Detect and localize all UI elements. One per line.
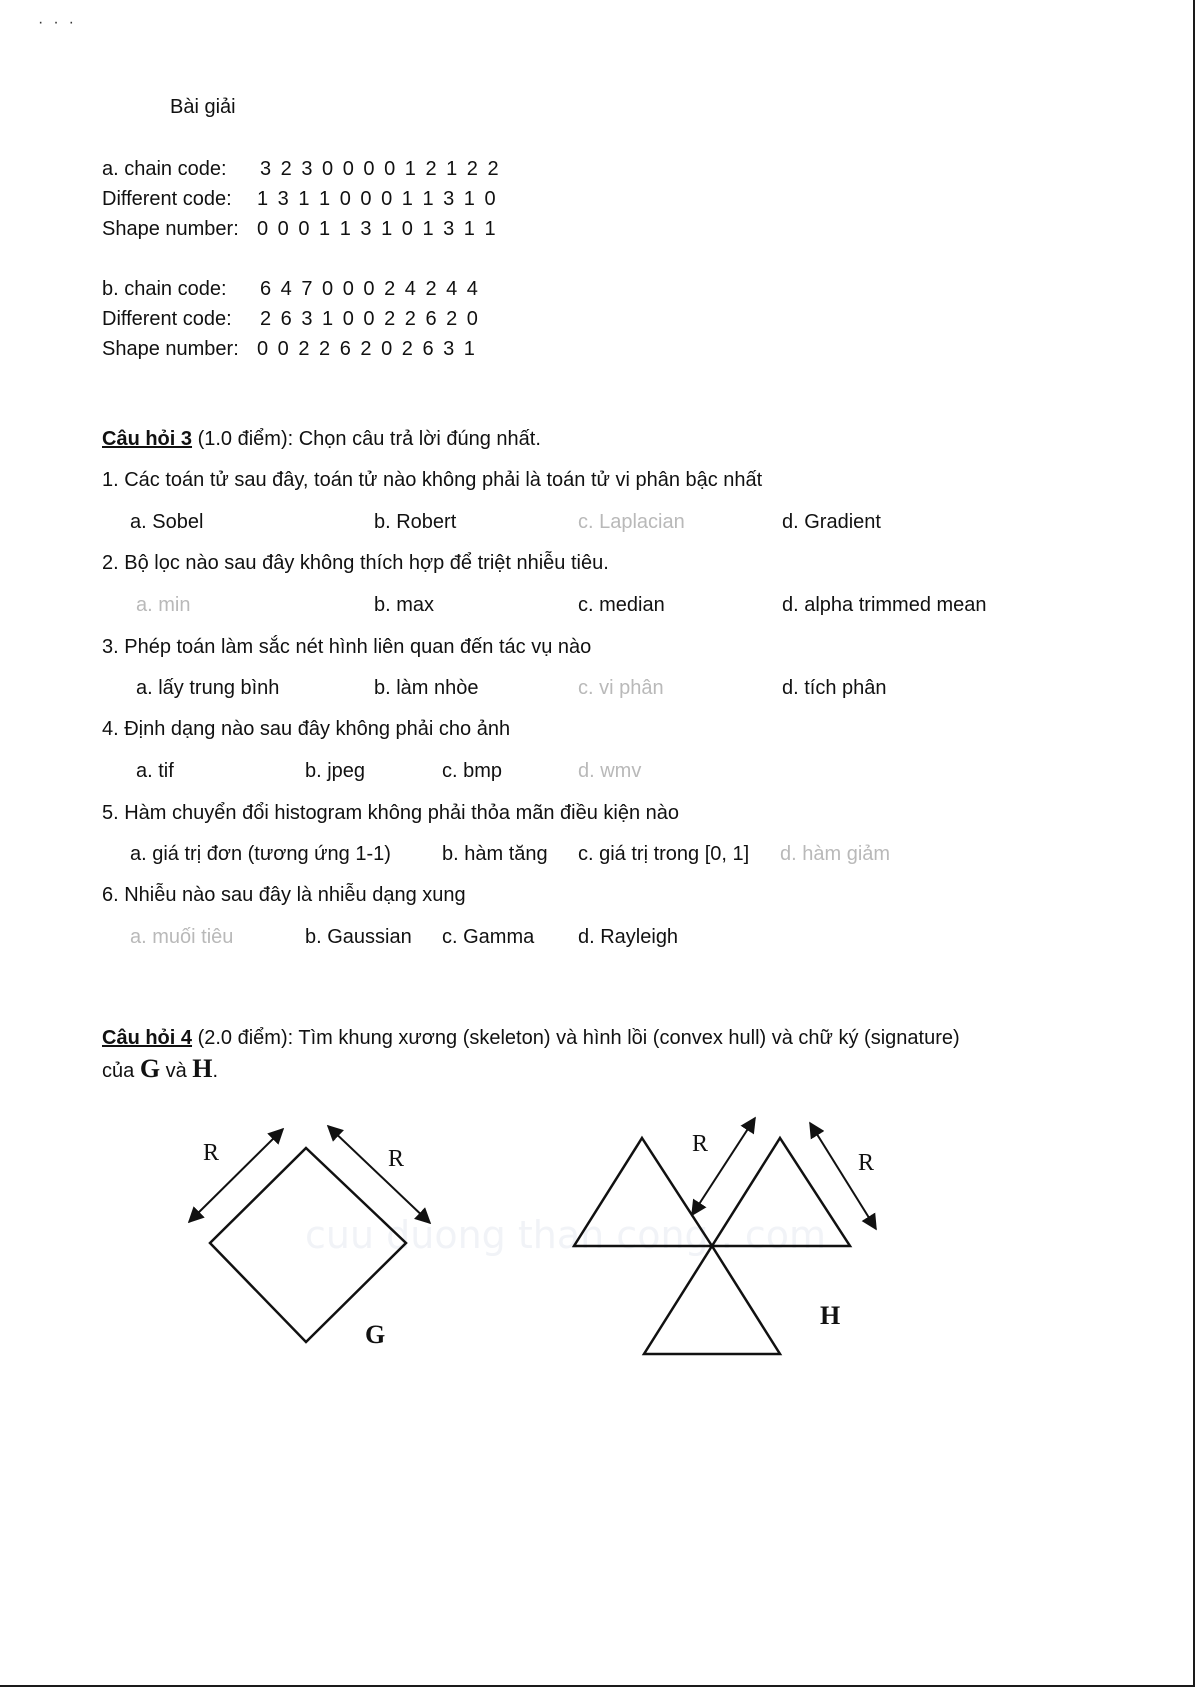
scan-marks: ··· xyxy=(38,14,84,31)
part-a-difference-row xyxy=(102,186,498,212)
q3-item-6-question: 6. Nhiễu nào sau đây là nhiễu dạng xung xyxy=(102,884,466,906)
part-b-chain-code-row xyxy=(102,276,480,302)
shape-g-r-label-left: R xyxy=(203,1140,220,1166)
q3-item-6-option-c: c. Gamma xyxy=(442,926,535,948)
part-a-diff-value: 1 3 1 1 0 0 0 1 1 3 1 0 xyxy=(257,188,498,210)
q3-item-2-option-a: a. min xyxy=(136,594,191,616)
question-3-title xyxy=(102,426,541,452)
shape-h-r-label-middle: R xyxy=(692,1131,709,1157)
question-3-instruction: (1.0 điểm): Chọn câu trả lời đúng nhất. xyxy=(192,428,541,450)
part-b-shape-row xyxy=(102,336,477,362)
question-4-and: và xyxy=(160,1060,193,1082)
q3-item-2-option-d: d. alpha trimmed mean xyxy=(782,594,987,616)
question-4-instruction: (2.0 điểm): Tìm khung xương (skeleton) và hình lồi (convex hull) và chữ ký (signature) xyxy=(192,1027,960,1049)
q3-item-3-option-c: c. vi phân xyxy=(578,677,664,699)
part-b-chain-label: b. chain code: xyxy=(102,278,227,300)
part-a-shape-row xyxy=(102,216,498,242)
part-a-shape-value: 0 0 0 1 1 3 1 0 1 3 1 1 xyxy=(257,218,498,240)
q3-item-4-option-b: b. jpeg xyxy=(305,760,366,782)
q3-item-5-option-d: d. hàm giảm xyxy=(780,843,891,865)
q3-item-6-option-a: a. muối tiêu xyxy=(130,926,234,948)
shape-h-triangle-bottom xyxy=(644,1246,780,1354)
shape-figures xyxy=(0,1080,1195,1380)
q3-item-5-question: 5. Hàm chuyển đổi histogram không phải thỏa mãn điều kiện nào xyxy=(102,802,680,824)
shape-h-name: H xyxy=(192,1054,213,1083)
q3-item-4-option-a: a. tif xyxy=(136,760,174,782)
q3-item-4-option-d: d. wmv xyxy=(578,760,642,782)
q3-item-2-option-b: b. max xyxy=(374,594,435,616)
part-b-chain-value: 6 4 7 0 0 0 2 4 2 4 4 xyxy=(260,278,480,300)
question-4-title xyxy=(102,1025,960,1051)
q3-item-6-option-d: d. Rayleigh xyxy=(578,926,679,948)
shape-g-r-label-right: R xyxy=(388,1146,405,1172)
solution-heading: Bài giải xyxy=(170,96,236,118)
question-4-prefix: của xyxy=(102,1060,140,1082)
q3-item-5-option-c: c. giá trị trong [0, 1] xyxy=(578,843,750,865)
part-b-difference-row xyxy=(102,306,480,332)
q3-item-1-option-d: d. Gradient xyxy=(782,511,881,533)
q3-item-2-option-c: c. median xyxy=(578,594,665,616)
watermark-text: cuu duong than cong . com xyxy=(305,1213,827,1257)
q3-item-1-option-c: c. Laplacian xyxy=(578,511,685,533)
shape-g-name: G xyxy=(139,1054,161,1083)
part-b-diff-label: Different code: xyxy=(102,308,232,330)
part-b-shape-label: Shape number: xyxy=(102,338,239,360)
part-a-shape-label: Shape number: xyxy=(102,218,239,240)
q3-item-1-option-a: a. Sobel xyxy=(130,511,204,533)
shape-h-r-label-right: R xyxy=(858,1150,875,1176)
q3-item-3-option-a: a. lấy trung bình xyxy=(136,677,280,699)
q3-item-4-question: 4. Định dạng nào sau đây không phải cho ảnh xyxy=(102,718,511,740)
question-4-label: Câu hỏi 4 xyxy=(102,1027,193,1049)
shape-g-letter: G xyxy=(365,1320,386,1349)
q3-item-2-question: 2. Bộ lọc nào sau đây không thích hợp để triệt nhiễu tiêu. xyxy=(102,552,609,574)
part-b-shape-value: 0 0 2 2 6 2 0 2 6 3 1 xyxy=(257,338,477,360)
q3-item-1-question: 1. Các toán tử sau đây, toán tử nào không phải là toán tử vi phân bậc nhất xyxy=(102,469,763,491)
q3-item-1-option-b: b. Robert xyxy=(374,511,457,533)
part-a-chain-value: 3 2 3 0 0 0 0 1 2 1 2 2 xyxy=(260,158,501,180)
q3-item-6-option-b: b. Gaussian xyxy=(305,926,412,948)
part-a-chain-code-row xyxy=(102,156,501,182)
shape-g-arrow-right xyxy=(328,1126,430,1223)
part-a-diff-label: Different code: xyxy=(102,188,232,210)
part-b-diff-value: 2 6 3 1 0 0 2 2 6 2 0 xyxy=(260,308,480,330)
question-4-suffix: . xyxy=(212,1060,219,1082)
part-a-chain-label: a. chain code: xyxy=(102,158,227,180)
q3-item-3-question: 3. Phép toán làm sắc nét hình liên quan đến tác vụ nào xyxy=(102,636,592,658)
q3-item-4-option-c: c. bmp xyxy=(442,760,503,782)
q3-item-3-option-d: d. tích phân xyxy=(782,677,887,699)
question-3-label: Câu hỏi 3 xyxy=(102,428,193,450)
shape-h-letter: H xyxy=(820,1301,841,1330)
q3-item-5-option-b: b. hàm tăng xyxy=(442,843,548,865)
q3-item-3-option-b: b. làm nhòe xyxy=(374,677,479,699)
q3-item-5-option-a: a. giá trị đơn (tương ứng 1-1) xyxy=(130,843,391,865)
